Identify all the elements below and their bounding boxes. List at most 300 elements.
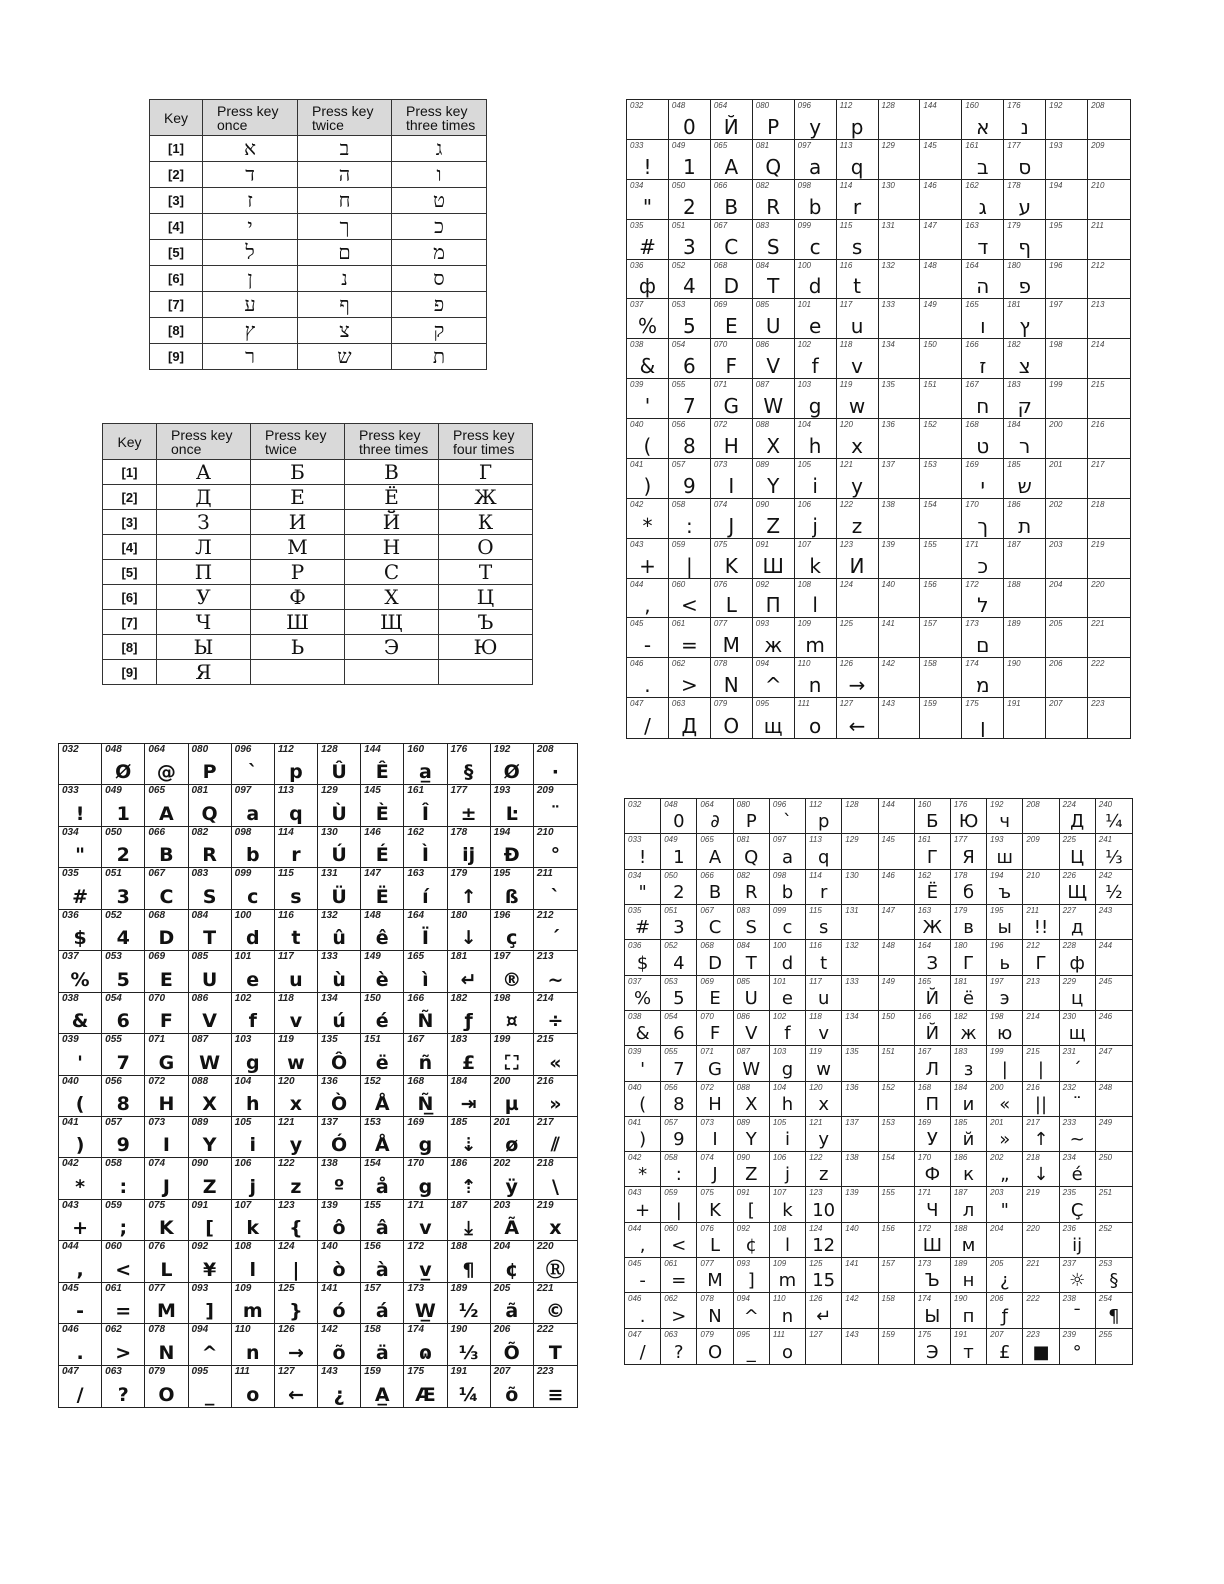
char-code: 199 — [990, 1047, 1004, 1057]
char-code: 168 — [917, 1082, 932, 1092]
char-code: 238 — [1062, 1294, 1076, 1304]
char-code: 185 — [450, 1116, 468, 1128]
char-glyph: # — [639, 234, 656, 259]
char-glyph: ↓ — [1033, 1164, 1049, 1186]
char-glyph: ≡ — [547, 1384, 564, 1406]
char-cell — [275, 910, 318, 951]
char-cell — [59, 1241, 102, 1282]
char-glyph: ¿ — [333, 1384, 345, 1406]
char-code: 155 — [881, 1188, 895, 1198]
char-cell — [59, 1034, 102, 1075]
char-code: 047 — [630, 699, 644, 709]
char-glyph: Ⓡ — [545, 1258, 565, 1281]
char-glyph: r — [291, 844, 301, 867]
char-code: 172 — [407, 1241, 425, 1253]
char-glyph: k — [809, 553, 821, 578]
char-code: 166 — [965, 340, 979, 350]
char-glyph: n — [808, 673, 822, 698]
char-cell — [448, 1366, 491, 1407]
char-cell — [795, 499, 837, 539]
char-cell — [842, 834, 878, 869]
char-code: 099 — [234, 868, 252, 880]
char-cell — [1088, 658, 1130, 698]
char-cell — [915, 1117, 951, 1152]
char-cell — [145, 744, 188, 785]
char-cell — [879, 579, 921, 619]
char-cell — [625, 976, 661, 1011]
char-glyph: F — [159, 1010, 173, 1033]
char-code: 085 — [736, 976, 750, 986]
column-header: Press key twice — [298, 100, 392, 136]
char-code: 208 — [536, 744, 554, 755]
char-cell — [318, 868, 361, 909]
char-glyph: ☼ — [1069, 1270, 1086, 1292]
char-code: 130 — [881, 180, 895, 190]
char-code: 078 — [148, 1324, 166, 1336]
char-code: 127 — [809, 1329, 823, 1339]
char-glyph: ) — [75, 1134, 85, 1157]
char-code: 207 — [493, 1365, 511, 1377]
char-code: 220 — [1091, 579, 1105, 589]
char-cell — [627, 459, 669, 499]
char-code: 094 — [191, 1324, 209, 1336]
char-glyph: û — [332, 927, 346, 950]
char-code: 167 — [917, 1047, 932, 1057]
char-cell — [837, 539, 879, 579]
char-glyph: 4 — [683, 274, 696, 299]
char-code: 194 — [493, 826, 511, 838]
char-glyph: ц — [1071, 987, 1084, 1009]
char-code: 190 — [953, 1294, 968, 1304]
key-character: К — [439, 510, 533, 535]
char-code: 202 — [493, 1158, 511, 1170]
char-glyph: o — [808, 714, 822, 738]
char-glyph: å — [375, 1175, 389, 1198]
char-cell — [879, 180, 921, 220]
table-row — [150, 162, 487, 188]
char-cell — [59, 1324, 102, 1365]
char-cell — [962, 100, 1004, 140]
char-cell — [915, 1223, 951, 1258]
char-code: 058 — [105, 1158, 122, 1170]
char-cell — [661, 870, 697, 905]
char-cell — [669, 499, 711, 539]
char-glyph: ⅓ — [458, 1341, 479, 1364]
char-code: 135 — [845, 1047, 859, 1057]
char-cell — [920, 618, 962, 658]
char-cell — [837, 419, 879, 459]
char-cell — [491, 868, 534, 909]
char-cell — [915, 976, 951, 1011]
char-glyph: = — [671, 1270, 687, 1292]
char-glyph: Л — [925, 1058, 940, 1080]
char-code: 242 — [1098, 870, 1113, 880]
char-code: 070 — [700, 1011, 714, 1021]
char-cell — [962, 499, 1004, 539]
char-cell — [697, 1187, 733, 1222]
char-cell — [1096, 1187, 1132, 1222]
char-cell — [404, 1200, 447, 1241]
char-cell — [189, 1366, 232, 1407]
char-glyph: ¯ — [1072, 1305, 1082, 1327]
char-code: 169 — [407, 1116, 425, 1128]
char-cell — [1004, 459, 1046, 499]
char-cell — [1023, 1082, 1059, 1117]
char-code: 225 — [1062, 835, 1076, 845]
char-code: 068 — [700, 941, 714, 951]
char-cell — [734, 799, 770, 834]
char-glyph: © — [545, 1300, 565, 1323]
char-code: 036 — [62, 909, 79, 921]
hebrew-key-table — [149, 99, 486, 370]
char-glyph: e — [781, 987, 793, 1009]
char-cell — [837, 579, 879, 619]
char-code: 093 — [736, 1259, 750, 1269]
char-glyph: Å — [374, 1134, 390, 1157]
char-code: 119 — [277, 1034, 294, 1046]
char-cell — [806, 1329, 842, 1364]
char-glyph: 10 — [812, 1199, 836, 1221]
char-glyph: Ж — [922, 917, 942, 939]
char-code: 080 — [191, 744, 209, 755]
char-cell — [448, 1283, 491, 1324]
table-row — [103, 610, 533, 635]
char-cell — [669, 658, 711, 698]
char-code: 136 — [845, 1082, 859, 1092]
char-cell — [102, 951, 145, 992]
char-glyph: é — [1071, 1164, 1083, 1186]
char-cell — [669, 140, 711, 180]
char-cell — [1096, 1258, 1132, 1293]
char-glyph: . — [76, 1341, 84, 1364]
char-glyph: I — [728, 473, 735, 498]
char-code: 185 — [1007, 459, 1021, 469]
column-header: Key — [103, 424, 157, 460]
char-glyph: Ш — [922, 1235, 942, 1257]
char-glyph: → — [287, 1341, 304, 1364]
char-glyph: ג — [978, 194, 987, 219]
char-code: 112 — [809, 800, 822, 809]
char-code: 181 — [1007, 300, 1021, 310]
char-cell — [879, 870, 915, 905]
char-cell — [697, 1329, 733, 1364]
char-glyph: Q — [201, 802, 218, 825]
char-cell — [879, 658, 921, 698]
char-code: 237 — [1062, 1259, 1076, 1269]
char-code: 061 — [105, 1282, 122, 1294]
char-code: 103 — [797, 380, 812, 390]
char-glyph: k — [246, 1217, 260, 1240]
char-code: 072 — [713, 420, 728, 429]
char-glyph: r — [819, 881, 828, 903]
char-code: 045 — [62, 1282, 79, 1294]
char-glyph: у — [809, 114, 822, 139]
char-cell — [1004, 100, 1046, 140]
key-character: Х — [345, 585, 439, 610]
char-glyph: y — [289, 1134, 303, 1157]
char-cell — [795, 180, 837, 220]
char-glyph: d — [245, 927, 260, 950]
char-code: 067 — [700, 905, 714, 915]
char-cell — [770, 1258, 806, 1293]
char-code: 065 — [148, 785, 166, 797]
key-label: [8] — [150, 318, 203, 344]
char-glyph: Ф — [924, 1164, 941, 1186]
column-header: Press key once — [203, 100, 298, 136]
char-cell — [627, 499, 669, 539]
char-code: 120 — [839, 420, 853, 429]
char-code: 149 — [881, 976, 895, 986]
char-code: 239 — [1062, 1329, 1076, 1339]
char-cell — [987, 799, 1023, 834]
char-cell — [951, 1082, 987, 1117]
char-cell — [189, 1034, 232, 1075]
char-cell — [661, 1082, 697, 1117]
char-cell — [879, 499, 921, 539]
char-code: 084 — [191, 909, 209, 921]
char-cell — [625, 1117, 661, 1152]
char-cell — [915, 870, 951, 905]
char-glyph: H — [158, 1092, 175, 1115]
char-cell — [1046, 299, 1088, 339]
char-code: 117 — [809, 976, 822, 986]
char-cell — [145, 1076, 188, 1117]
char-cell — [1023, 1046, 1059, 1081]
char-glyph: { — [289, 1217, 303, 1240]
char-code: 141 — [321, 1282, 338, 1294]
column-header: Press key twice — [251, 424, 345, 460]
char-glyph: ← — [287, 1384, 304, 1406]
char-cell — [734, 1258, 770, 1293]
char-cell — [1088, 260, 1130, 300]
char-code: 152 — [364, 1075, 381, 1087]
key-label: [5] — [103, 560, 157, 585]
char-code: 208 — [1026, 800, 1040, 809]
char-glyph: _ — [746, 1342, 756, 1363]
char-code: 043 — [62, 1199, 79, 1211]
char-glyph: b — [781, 881, 794, 903]
char-code: 164 — [917, 941, 932, 951]
char-cell — [915, 1329, 951, 1364]
char-cell — [448, 951, 491, 992]
char-glyph: ⫽ — [551, 1134, 560, 1157]
char-cell — [232, 1200, 275, 1241]
char-glyph: ] — [747, 1270, 755, 1292]
char-cell — [661, 799, 697, 834]
key-character: Ё — [345, 485, 439, 510]
char-cell — [842, 1011, 878, 1046]
char-code: 123 — [839, 539, 853, 549]
char-cell — [1023, 1152, 1059, 1187]
char-cell — [987, 1293, 1023, 1328]
char-cell — [697, 1046, 733, 1081]
char-cell — [232, 744, 275, 785]
char-cell — [842, 1117, 878, 1152]
char-glyph: ê — [375, 927, 389, 950]
char-glyph: E — [159, 968, 173, 991]
char-cell — [189, 827, 232, 868]
char-cell — [627, 100, 669, 140]
char-glyph: 5 — [673, 987, 685, 1009]
char-cell — [987, 940, 1023, 975]
char-code: 180 — [1007, 260, 1021, 270]
char-cell — [879, 140, 921, 180]
key-label: [4] — [150, 214, 203, 240]
char-code: 075 — [713, 539, 728, 549]
char-code: 034 — [62, 826, 79, 838]
char-glyph: ב — [977, 154, 989, 179]
char-code: 165 — [965, 300, 979, 310]
char-glyph: Ò — [331, 1092, 348, 1115]
key-character: ן — [203, 266, 298, 292]
char-code: 197 — [1049, 300, 1063, 310]
char-cell — [711, 299, 753, 339]
char-code: 106 — [797, 499, 812, 509]
char-cell — [491, 1034, 534, 1075]
char-cell — [879, 379, 921, 419]
char-glyph: m — [805, 633, 825, 658]
char-cell — [534, 910, 577, 951]
char-glyph: § — [1109, 1270, 1119, 1292]
char-code: 059 — [105, 1199, 122, 1211]
char-cell — [920, 698, 962, 738]
char-glyph: v — [419, 1217, 432, 1240]
char-code: 102 — [772, 1011, 787, 1021]
char-cell — [1023, 1223, 1059, 1258]
key-character: ו — [392, 162, 487, 188]
char-code: 198 — [1049, 340, 1063, 350]
char-cell — [145, 1366, 188, 1407]
char-code: 118 — [277, 992, 294, 1004]
char-code: 210 — [536, 826, 554, 838]
char-glyph: ף — [1018, 234, 1032, 259]
table-row — [103, 635, 533, 660]
char-code: 232 — [1062, 1082, 1076, 1092]
char-cell — [448, 1076, 491, 1117]
char-glyph: ~ — [547, 968, 564, 991]
char-code: 119 — [809, 1047, 822, 1057]
char-cell — [102, 1324, 145, 1365]
char-cell — [962, 339, 1004, 379]
char-glyph: Ç — [1070, 1199, 1084, 1221]
char-code: 244 — [1098, 941, 1113, 951]
char-cell — [145, 1200, 188, 1241]
char-code: 179 — [450, 868, 468, 880]
char-cell — [102, 1034, 145, 1075]
char-glyph: b — [245, 844, 260, 867]
char-code: 175 — [407, 1365, 425, 1377]
char-code: 056 — [664, 1082, 678, 1092]
char-code: 147 — [881, 905, 895, 915]
char-glyph: C — [724, 234, 739, 259]
char-glyph: Î — [421, 802, 429, 825]
char-code: 063 — [105, 1365, 122, 1377]
hebrew-key-table-grid — [149, 99, 487, 370]
char-code: 071 — [148, 1034, 166, 1046]
char-glyph: " — [75, 844, 86, 867]
char-code: 131 — [845, 905, 859, 915]
char-cell — [318, 910, 361, 951]
char-code: 051 — [105, 868, 122, 880]
char-code: 037 — [628, 976, 642, 986]
char-code: 062 — [664, 1294, 678, 1304]
char-cell — [753, 220, 795, 260]
char-glyph: & — [71, 1010, 89, 1033]
char-cell — [59, 868, 102, 909]
char-code: 200 — [493, 1075, 511, 1087]
char-cell — [59, 1117, 102, 1158]
char-glyph: k — [782, 1199, 793, 1221]
char-cell — [920, 299, 962, 339]
char-cell — [1004, 618, 1046, 658]
char-glyph: c — [782, 917, 793, 939]
key-character: Я — [157, 660, 251, 685]
char-glyph: x — [549, 1217, 562, 1240]
char-cell — [189, 1283, 232, 1324]
char-cell — [661, 1293, 697, 1328]
char-cell — [1004, 180, 1046, 220]
char-glyph: 5 — [683, 314, 696, 339]
char-cell — [1023, 1329, 1059, 1364]
char-glyph: ° — [1072, 1342, 1082, 1363]
char-code: 134 — [845, 1011, 859, 1021]
char-cell — [59, 1366, 102, 1407]
table-row — [103, 510, 533, 535]
char-cell — [1088, 618, 1130, 658]
char-code: 066 — [713, 180, 728, 190]
key-character: Щ — [345, 610, 439, 635]
char-code: 196 — [493, 909, 511, 921]
char-code: 122 — [277, 1158, 295, 1170]
char-glyph: ƒ — [1001, 1305, 1008, 1327]
char-code: 095 — [755, 699, 770, 709]
char-cell — [448, 993, 491, 1034]
char-code: 223 — [536, 1365, 554, 1377]
char-code: 104 — [234, 1075, 252, 1087]
char-cell — [232, 910, 275, 951]
char-cell — [770, 1293, 806, 1328]
char-glyph: ה — [976, 274, 990, 299]
char-cell — [697, 1011, 733, 1046]
char-glyph: + — [635, 1199, 651, 1221]
char-code: 178 — [450, 826, 468, 838]
char-code: 189 — [953, 1259, 968, 1269]
char-cell — [627, 419, 669, 459]
char-code: 229 — [1062, 976, 1076, 986]
char-cell — [753, 698, 795, 738]
char-cell — [448, 868, 491, 909]
char-cell — [318, 1117, 361, 1158]
char-cell — [962, 140, 1004, 180]
char-code: 056 — [671, 420, 686, 429]
char-cell — [879, 1011, 915, 1046]
char-code: 146 — [923, 180, 937, 190]
char-code: 053 — [664, 976, 678, 986]
char-code: 209 — [1026, 835, 1040, 845]
char-cell — [734, 1046, 770, 1081]
char-cell — [102, 827, 145, 868]
char-code: 189 — [450, 1282, 468, 1294]
key-character: ק — [392, 318, 487, 344]
char-code: 145 — [881, 835, 895, 845]
char-cell — [1088, 499, 1130, 539]
char-code: 054 — [664, 1011, 678, 1021]
char-code: 041 — [630, 459, 644, 469]
char-cell — [962, 299, 1004, 339]
key-character: כ — [392, 214, 487, 240]
char-cell — [1023, 799, 1059, 834]
key-character — [251, 660, 345, 685]
